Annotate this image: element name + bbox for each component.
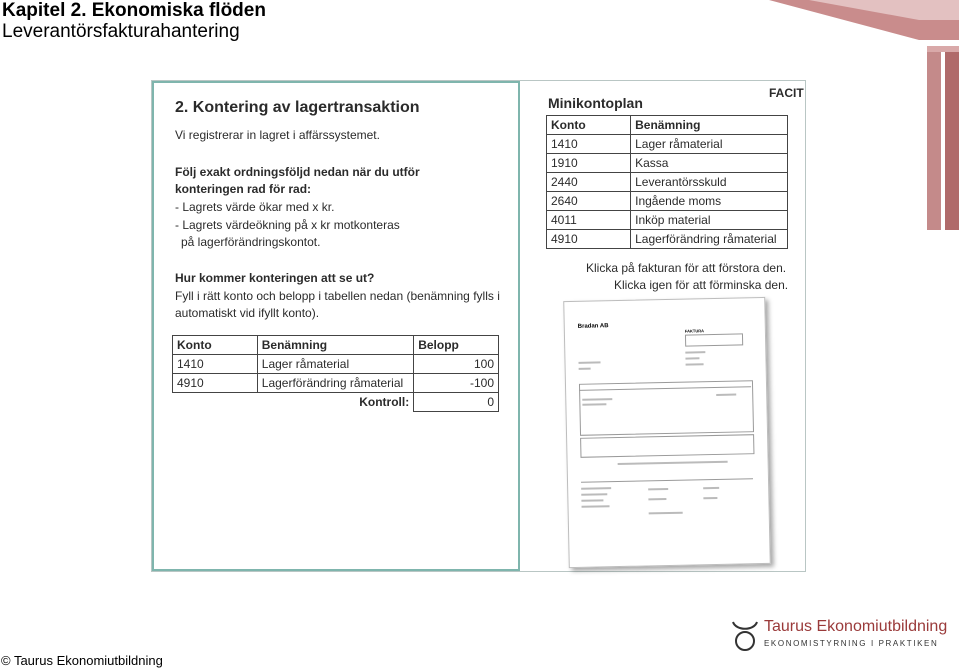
konto-cell: 1410: [547, 135, 631, 154]
konto-input[interactable]: 1410: [173, 355, 258, 374]
chapter-subtitle: Leverantörsfakturahantering: [2, 21, 240, 42]
facit-label: FACIT: [769, 86, 804, 100]
invoice-header-box: [685, 333, 743, 346]
table-row: [547, 154, 788, 173]
invoice-text-line: [581, 487, 611, 490]
col-benamning-header: Benämning: [257, 336, 413, 355]
minikontoplan-title: Minikontoplan: [548, 95, 643, 111]
instruction-bullet-2-cont: på lagerförändringskontot.: [181, 235, 321, 249]
question-text: Hur kommer konteringen att se ut?: [175, 271, 375, 285]
konto-cell: 4910: [547, 230, 631, 249]
konto-cell: 2640: [547, 192, 631, 211]
chapter-title: Kapitel 2. Ekonomiska flöden: [2, 0, 266, 21]
invoice-text-line: [716, 394, 736, 396]
invoice-text-line: [579, 361, 601, 363]
invoice-text-line: [618, 461, 728, 465]
invoice-divider: [581, 478, 753, 483]
table-row: [547, 173, 788, 192]
benamning-cell: Ingående moms: [631, 192, 788, 211]
posting-table: [172, 335, 499, 412]
posting-table-header: [173, 336, 499, 355]
table-row: [547, 135, 788, 154]
instruction-bullet-1: - Lagrets värde ökar med x kr.: [175, 200, 335, 214]
shrink-hint: Klicka igen för att förminska den.: [614, 278, 789, 292]
benamning-cell: Lagerförändring råmaterial: [257, 374, 413, 393]
invoice-text-line: [703, 497, 717, 499]
invoice-title: FAKTURA: [684, 328, 705, 334]
col-belopp-header: Belopp: [414, 336, 499, 355]
konto-cell: 2440: [547, 173, 631, 192]
benamning-cell: Lager råmaterial: [631, 135, 788, 154]
control-row: [173, 393, 499, 412]
exercise-heading: 2. Kontering av lagertransaktion: [175, 99, 420, 116]
benamning-cell: Lager råmaterial: [257, 355, 413, 374]
instruction-bullet-2: - Lagrets värdeökning på x kr motkonteras: [175, 218, 400, 232]
table-row: [173, 355, 499, 374]
invoice-text-line: [703, 487, 719, 489]
benamning-cell: Inköp material: [631, 211, 788, 230]
benamning-cell: Leverantörsskuld: [631, 173, 788, 192]
invoice-text-line: [649, 512, 683, 515]
invoice-total-box: [580, 434, 754, 458]
enlarge-hint: Klicka på fakturan för att förstora den.: [586, 261, 787, 275]
belopp-input[interactable]: -100: [414, 374, 499, 393]
exercise-intro: Vi registrerar in lagret i affärssystemet.: [175, 128, 380, 142]
invoice-text-line: [582, 505, 610, 508]
invoice-text-line: [648, 488, 668, 490]
copyright-text: © Taurus Ekonomiutbildning: [1, 653, 163, 668]
logo-tagline: EKONOMISTYRNING I PRAKTIKEN: [764, 639, 939, 648]
konto-input[interactable]: 4910: [173, 374, 258, 393]
taurus-icon: [730, 619, 760, 653]
control-value: 0: [414, 393, 499, 412]
table-row: [547, 230, 788, 249]
fill-instruction-2: automatiskt vid ifyllt konto).: [175, 306, 320, 320]
table-row: [173, 374, 499, 393]
company-logo: [730, 617, 958, 657]
invoice-text-line: [581, 499, 603, 501]
table-row: [547, 211, 788, 230]
table-row: [547, 192, 788, 211]
instruction-line-1: Följ exakt ordningsföljd nedan när du utför: [175, 165, 420, 179]
instruction-line-2: konteringen rad för rad:: [175, 182, 312, 196]
invoice-text-line: [581, 493, 607, 496]
minikontoplan-header: [547, 116, 788, 135]
invoice-text-line: [579, 368, 591, 370]
benamning-cell: Lagerförändring råmaterial: [631, 230, 788, 249]
konto-cell: 1910: [547, 154, 631, 173]
benamning-cell: Kassa: [631, 154, 788, 173]
invoice-company: Bradan AB: [577, 323, 609, 330]
col-konto-header: Konto: [173, 336, 258, 355]
invoice-thumbnail[interactable]: [563, 297, 771, 568]
konto-cell: 4011: [547, 211, 631, 230]
invoice-text-line: [686, 363, 704, 365]
exercise-panel: [152, 81, 520, 571]
minikontoplan-table: [546, 115, 788, 249]
col-benamning-header: Benämning: [631, 116, 788, 135]
invoice-text-line: [685, 357, 699, 359]
belopp-input[interactable]: 100: [414, 355, 499, 374]
slide-panel: [151, 80, 806, 572]
logo-name: Taurus Ekonomiutbildning: [764, 618, 948, 635]
invoice-text-line: [685, 351, 705, 353]
col-konto-header: Konto: [547, 116, 631, 135]
fill-instruction-1: Fyll i rätt konto och belopp i tabellen nedan (benämning fylls i: [175, 289, 500, 303]
invoice-text-line: [648, 498, 666, 500]
control-label: Kontroll:: [359, 395, 410, 410]
